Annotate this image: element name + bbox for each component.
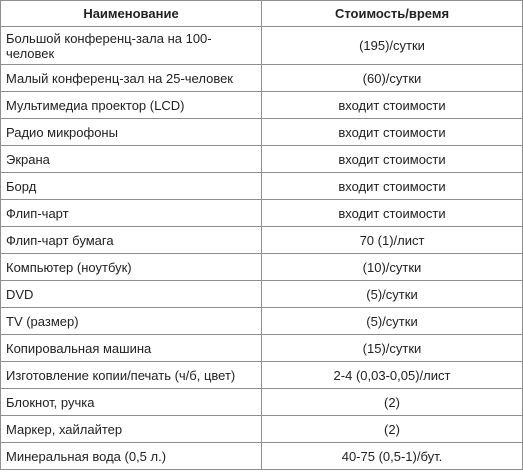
table-row <box>1 173 523 200</box>
table-row <box>1 443 523 470</box>
item-name: Радио микрофоны <box>1 119 262 146</box>
item-name: TV (размер) <box>1 308 262 335</box>
table-row <box>1 200 523 227</box>
table-row <box>1 27 523 65</box>
item-cost: 40-75 (0,5-1)/бут. <box>262 443 523 470</box>
item-name: Борд <box>1 173 262 200</box>
table-row <box>1 335 523 362</box>
item-name: Копировальная машина <box>1 335 262 362</box>
item-name: Маркер, хайлайтер <box>1 416 262 443</box>
table-row <box>1 389 523 416</box>
table-row <box>1 227 523 254</box>
item-name: Малый конференц-зал на 25-человек <box>1 65 262 92</box>
item-cost: входит стоимости <box>262 173 523 200</box>
item-name: Мультимедиа проектор (LCD) <box>1 92 262 119</box>
table-row <box>1 362 523 389</box>
item-cost: 2-4 (0,03-0,05)/лист <box>262 362 523 389</box>
item-name: Компьютер (ноутбук) <box>1 254 262 281</box>
item-name: Экрана <box>1 146 262 173</box>
table-row <box>1 254 523 281</box>
item-cost: входит стоимости <box>262 119 523 146</box>
price-table-head <box>1 1 523 27</box>
item-cost: (2) <box>262 389 523 416</box>
item-cost: (60)/сутки <box>262 65 523 92</box>
table-row <box>1 416 523 443</box>
item-name: Флип-чарт <box>1 200 262 227</box>
item-cost: (5)/сутки <box>262 308 523 335</box>
item-cost: входит стоимости <box>262 146 523 173</box>
table-row <box>1 281 523 308</box>
item-name: Минеральная вода (0,5 л.) <box>1 443 262 470</box>
table-row <box>1 65 523 92</box>
item-name: Блокнот, ручка <box>1 389 262 416</box>
item-name: Изготовление копии/печать (ч/б, цвет) <box>1 362 262 389</box>
header-name: Наименование <box>1 1 262 27</box>
header-row <box>1 1 523 27</box>
item-cost: (195)/сутки <box>262 27 523 65</box>
item-cost: входит стоимости <box>262 92 523 119</box>
table-row <box>1 146 523 173</box>
item-cost: входит стоимости <box>262 200 523 227</box>
item-name: DVD <box>1 281 262 308</box>
table-row <box>1 92 523 119</box>
header-cost: Стоимость/время <box>262 1 523 27</box>
table-row <box>1 119 523 146</box>
item-cost: (10)/сутки <box>262 254 523 281</box>
item-cost: (5)/сутки <box>262 281 523 308</box>
item-cost: 70 (1)/лист <box>262 227 523 254</box>
item-name: Большой конференц-зала на 100-человек <box>1 27 262 65</box>
item-name: Флип-чарт бумага <box>1 227 262 254</box>
item-cost: (2) <box>262 416 523 443</box>
price-table-body <box>1 27 523 470</box>
table-row <box>1 308 523 335</box>
item-cost: (15)/сутки <box>262 335 523 362</box>
